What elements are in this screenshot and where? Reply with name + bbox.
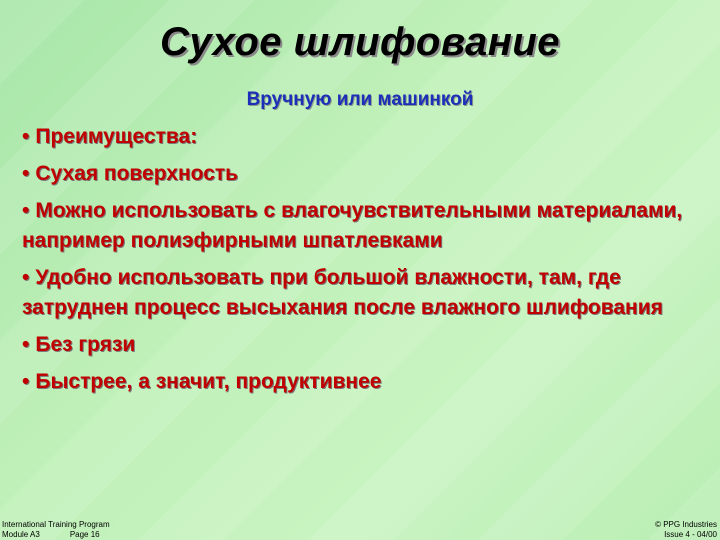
footer-module-line: [2, 530, 110, 540]
bullet-item: [22, 367, 702, 397]
bullet-item: [22, 196, 702, 256]
bullet-text: Без грязи: [35, 333, 136, 356]
bullet-item: [22, 330, 702, 360]
slide-subtitle: Вручную или машинкой: [246, 89, 474, 110]
footer-left: [2, 520, 110, 540]
footer-issue: Issue 4 - 04/00: [664, 530, 717, 539]
bullet-text: Можно использовать с влагочувствительными материалами, например полиэфирными шпатлевками: [22, 199, 683, 252]
bullet-text: Быстрее, а значит, продуктивнее: [35, 370, 382, 393]
footer-program: International Training Program: [2, 520, 110, 529]
bullet-item: [22, 159, 702, 189]
slide-title: Сухое шлифование: [159, 20, 561, 64]
footer-module: Module A3: [2, 530, 40, 539]
bullet-dot-icon: •: [22, 162, 30, 185]
bullet-list: [22, 122, 702, 404]
bullet-dot-icon: •: [22, 370, 30, 393]
bullet-dot-icon: •: [22, 125, 30, 148]
footer-right: [655, 520, 717, 540]
bullet-text: Удобно использовать при большой влажности, там, где затруднен процесс высыхания после влажного шлифования: [22, 266, 663, 319]
bullet-dot-icon: •: [22, 333, 30, 356]
bullet-text: Сухая поверхность: [35, 162, 239, 185]
footer-page: Page 16: [69, 530, 100, 539]
bullet-text: Преимущества:: [35, 125, 198, 148]
bullet-item: [22, 122, 702, 152]
bullet-dot-icon: •: [22, 199, 30, 222]
bullet-item: [22, 263, 702, 323]
footer-copyright: © PPG Industries: [655, 520, 717, 529]
bullet-dot-icon: •: [22, 266, 30, 289]
